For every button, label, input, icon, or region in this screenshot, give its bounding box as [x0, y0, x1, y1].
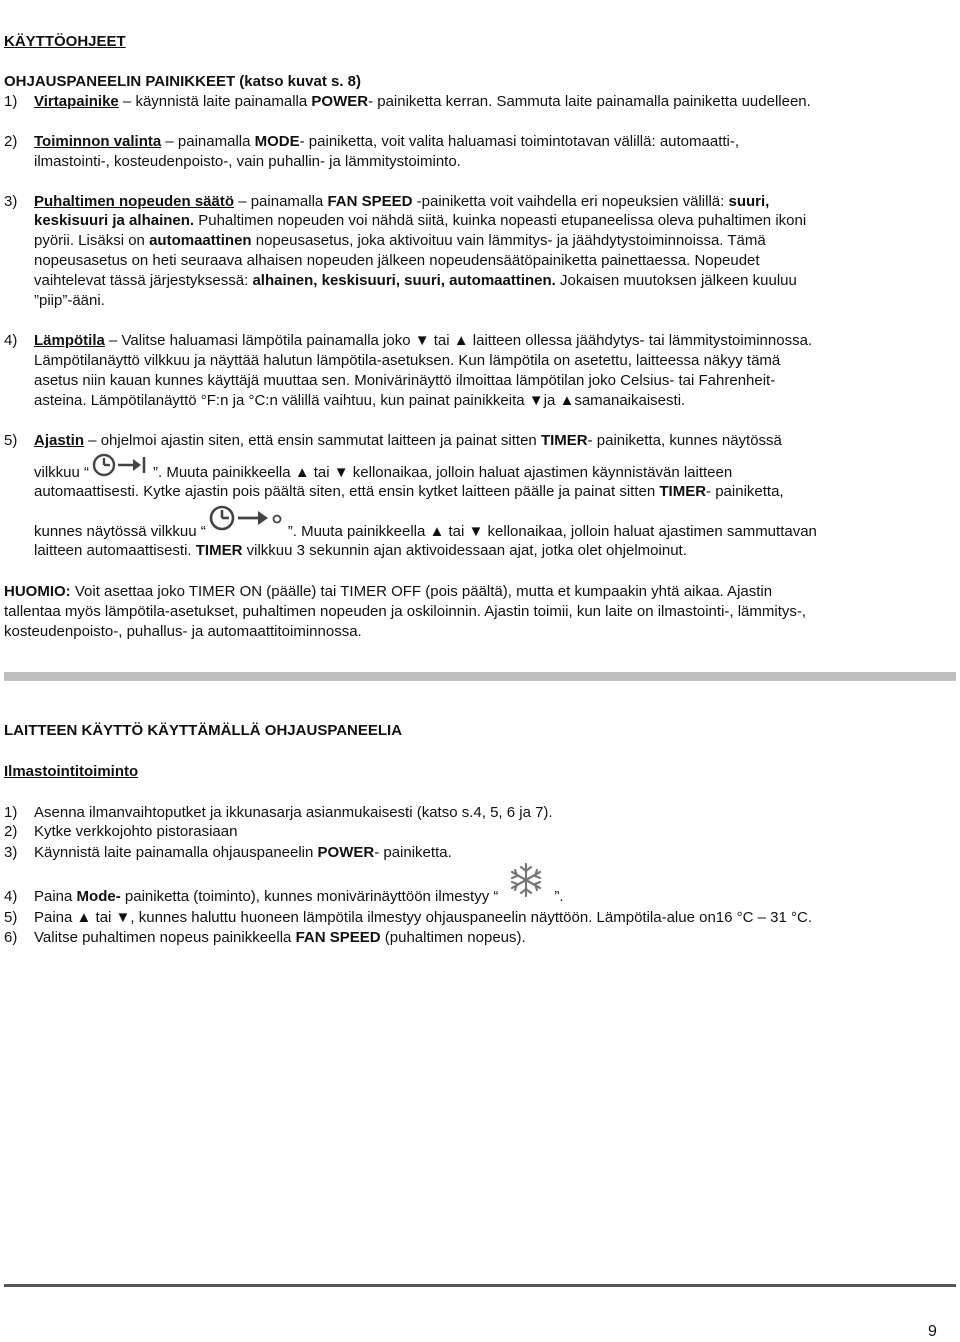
item-5-line-3: [34, 482, 784, 502]
step-text: Paina: [34, 888, 77, 905]
item-5-line-1: [34, 431, 782, 451]
step-keyword: Mode-: [76, 888, 121, 905]
note-line-1: [4, 582, 772, 602]
item-text: laitteen automaattisesti.: [34, 542, 196, 559]
step-number: 4): [4, 888, 18, 905]
item-text: - painiketta kerran. Sammuta laite painamalla painiketta uudelleen.: [368, 93, 811, 110]
item-3-line-1: [34, 192, 769, 212]
item-text: kunnes näytössä vilkkuu “: [34, 523, 206, 540]
item-term: Puhaltimen nopeuden säätö: [34, 193, 235, 210]
item-text: ”. Muuta painikkeella ▲ tai ▼ kellonaikaa, jolloin haluat ajastimen käynnistävän laitteen: [153, 463, 733, 481]
item-term: Ajastin: [34, 432, 85, 449]
step-text: Käynnistä laite painamalla ohjauspaneelin: [34, 844, 318, 861]
item-text: pyörii. Lisäksi on: [34, 232, 150, 249]
item-text: – ohjelmoi ajastin siten, että ensin sammutat laitteen ja painat sitten: [84, 432, 541, 449]
item-4-line-4: asteina. Lämpötilanäyttö °F:n ja °C:n välillä vaihtuu, kun painat painikkeita ▼ja ▲samanaikaisesti.: [34, 392, 686, 409]
item-number: 5): [4, 432, 18, 449]
step-keyword: POWER: [317, 844, 375, 861]
item-number: 4): [4, 332, 18, 349]
item-3-line-5: [34, 271, 797, 291]
item-5-line-4: [34, 522, 817, 542]
item-3-line-2: [34, 211, 806, 231]
item-keyword: FAN SPEED: [327, 193, 413, 210]
item-text: – käynnistä laite painamalla: [118, 93, 312, 110]
item-term: Lämpötila: [34, 332, 105, 349]
section-heading: LAITTEEN KÄYTTÖ KÄYTTÄMÄLLÄ OHJAUSPANEELIA: [4, 722, 403, 739]
item-text: vilkkuu 3 sekunnin ajan aktivoidessaan ajat, jotka olet ohjelmoinut.: [242, 542, 687, 559]
step-text: ”.: [554, 888, 564, 905]
item-4-line-3: asetus niin kauan kunnes käyttäjä muuttaa sen. Monivärinäyttö ilmoittaa lämpötilan joko Celsius- tai Fahrenheit-: [34, 372, 776, 389]
item-number: 3): [4, 193, 18, 210]
item-text: vaihtelevat tässä järjestyksessä:: [34, 272, 253, 289]
note-text: Voit asettaa joko TIMER ON (päälle) tai TIMER OFF (pois päältä), mutta et kumpaakin yhtä aikaa. Ajastin: [70, 583, 773, 600]
subheading: Ilmastointitoiminto: [4, 763, 139, 780]
note-line-2: tallentaa myös lämpötila-asetukset, puhaltimen nopeuden ja oskiloinnin. Ajastin toimii, kun laite on ilmastointi-, lämmitys-,: [4, 603, 807, 620]
item-4-line-2: Lämpötilanäyttö vilkkuu ja näyttää halutun lämpötila-asetuksen. Kun lämpötila on asetettu, laitteessa näkyy tämä: [34, 352, 781, 369]
item-text: vilkkuu “: [34, 463, 90, 481]
step-text: - painiketta.: [374, 844, 452, 861]
snowflake-icon: [508, 862, 544, 904]
item-text: ”. Muuta painikkeella ▲ tai ▼ kellonaikaa, jolloin haluat ajastimen sammuttavan: [287, 523, 817, 540]
step-1: Asenna ilmanvaihtoputket ja ikkunasarja asianmukaisesti (katso s.4, 5, 6 ja 7).: [34, 804, 553, 821]
item-2-line-1: [34, 132, 739, 152]
item-5-line-2: [34, 462, 732, 484]
item-5-line-5: [34, 541, 687, 561]
item-text: -painiketta voit vaihdella eri nopeuksien välillä:: [412, 193, 729, 210]
section-divider: [4, 672, 956, 681]
item-text: – painamalla: [161, 133, 255, 150]
item-3-line-3: [34, 231, 766, 251]
item-text: Jokaisen muutoksen jälkeen kuuluu: [555, 272, 797, 289]
step-number: 6): [4, 929, 18, 946]
item-text: - painiketta, kunnes näytössä: [587, 432, 782, 449]
item-keyword: MODE: [254, 133, 300, 150]
footer-rule: [4, 1284, 956, 1287]
item-text: – Valitse haluamasi lämpötila painamalla joko ▼ tai ▲ laitteen ollessa jäähdytys- tai lämmitystoiminnossa.: [104, 332, 813, 349]
step-text: painiketta (toiminto), kunnes monivärinäyttöön ilmestyy “: [120, 888, 499, 905]
timer-on-icon: [91, 452, 149, 484]
step-4: [34, 887, 564, 907]
item-text: Puhaltimen nopeuden voi nähdä siitä, kuinka nopeasti etupaneelissa oleva puhaltimen ikoni: [194, 212, 807, 229]
item-keyword: TIMER: [540, 432, 588, 449]
item-1: [34, 92, 811, 112]
item-number: 1): [4, 93, 18, 110]
step-text: Valitse puhaltimen nopeus painikkeella: [34, 929, 296, 946]
item-text: automaattisesti. Kytke ajastin pois päältä siten, että ensin kytket laitteen päälle ja painat sitten: [34, 483, 660, 500]
item-keyword: POWER: [311, 93, 369, 110]
item-term: Toiminnon valinta: [34, 133, 162, 150]
step-number: 1): [4, 804, 18, 821]
item-2-line-2: ilmastointi-, kosteudenpoisto-, vain puhallin- ja lämmitystoiminto.: [34, 153, 461, 170]
step-number: 5): [4, 909, 18, 926]
step-number: 3): [4, 844, 18, 861]
item-4-line-1: [34, 331, 812, 351]
item-text: nopeusasetus, joka aktivoituu vain lämmitys- ja jäähdytystoiminnoissa. Tämä: [251, 232, 766, 249]
page-title: KÄYTTÖOHJEET: [4, 33, 126, 50]
step-5: Paina ▲ tai ▼, kunnes haluttu huoneen lämpötila ilmestyy ohjauspaneelin näyttöön. Lämpötila-alue on16 °C – 31 °C.: [34, 909, 813, 926]
item-text: - painiketta, voit valita haluamasi toimintotavan välillä: automaatti-,: [299, 133, 740, 150]
step-3: [34, 843, 452, 863]
item-keyword: suuri,: [728, 193, 770, 210]
item-keyword: keskisuuri ja alhainen.: [34, 212, 195, 229]
step-keyword: FAN SPEED: [295, 929, 381, 946]
step-number: 2): [4, 823, 18, 840]
item-keyword: alhainen, keskisuuri, suuri, automaattinen.: [252, 272, 556, 289]
note-label: HUOMIO:: [4, 583, 71, 600]
panel-heading: OHJAUSPANEELIN PAINIKKEET (katso kuvat s. 8): [4, 73, 362, 90]
page-number: 9: [928, 1323, 937, 1340]
item-text: – painamalla: [234, 193, 328, 210]
item-keyword: TIMER: [195, 542, 243, 559]
item-3-line-6: ”piip”-ääni.: [34, 292, 105, 309]
step-2: Kytke verkkojohto pistorasiaan: [34, 823, 238, 840]
step-6: [34, 928, 526, 948]
item-number: 2): [4, 133, 18, 150]
item-term: Virtapainike: [34, 93, 119, 110]
item-keyword: automaattinen: [149, 232, 252, 249]
timer-off-icon: [208, 503, 284, 539]
item-3-line-4: nopeusasetus on heti seuraava alhaisen nopeuden jälkeen nopeudensäätöpainiketta painettaessa. Nopeudet: [34, 252, 760, 269]
note-line-3: kosteudenpoisto-, puhallus- ja automaattitoiminnossa.: [4, 623, 362, 640]
item-text: - painiketta,: [706, 483, 784, 500]
step-text: (puhaltimen nopeus).: [380, 929, 526, 946]
item-keyword: TIMER: [659, 483, 707, 500]
